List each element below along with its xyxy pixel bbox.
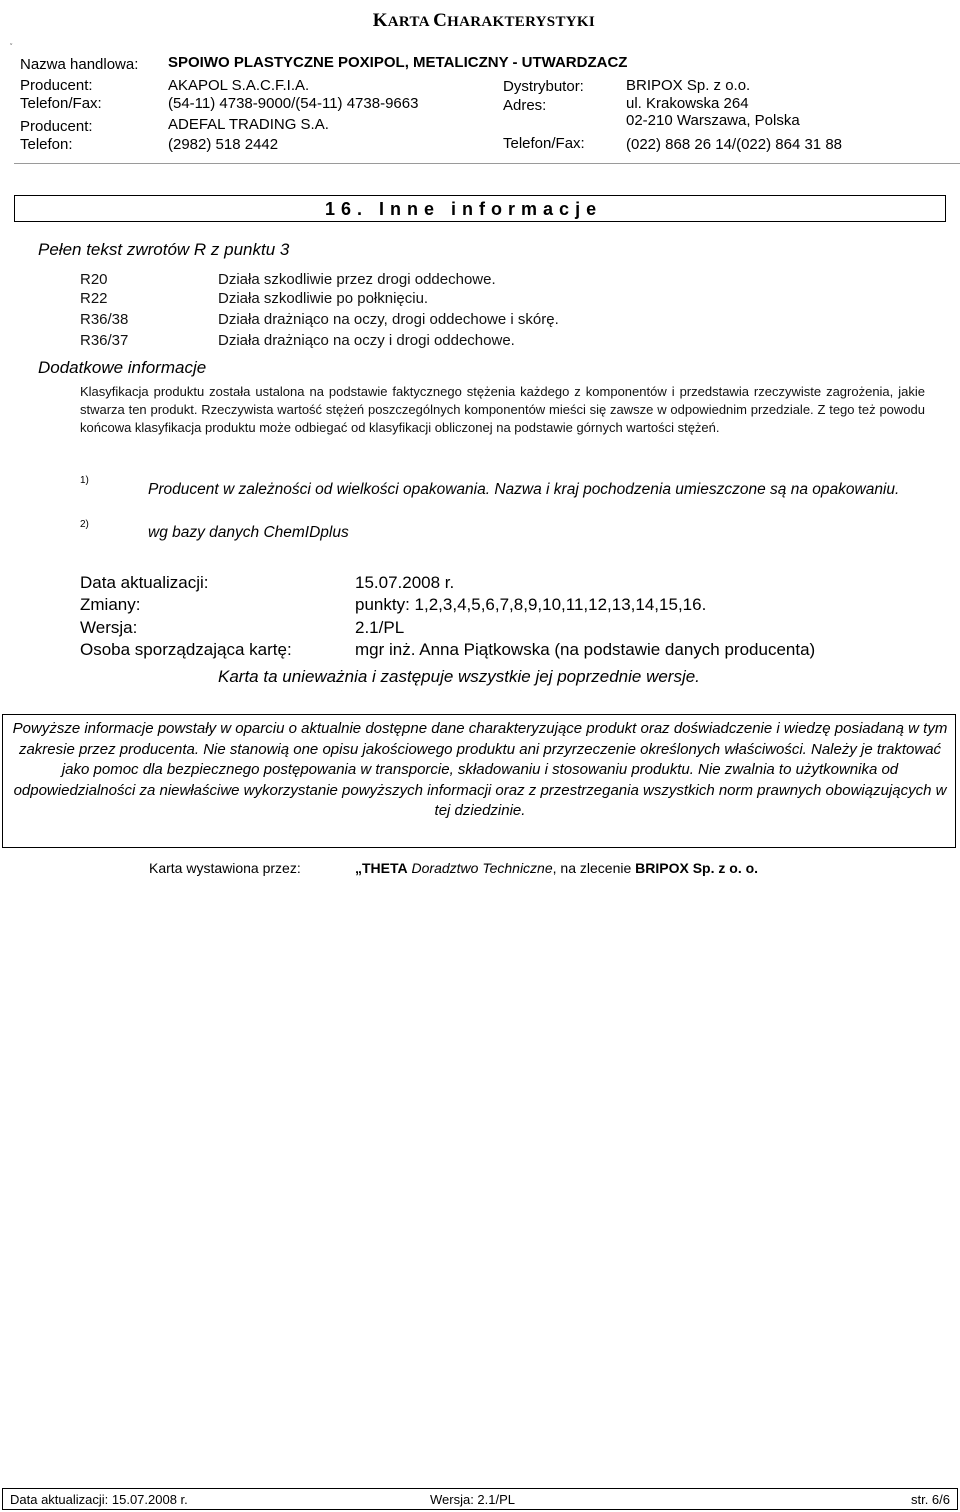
trade-name: SPOIWO PLASTYCZNE POXIPOL, METALICZNY - UTWARDZACZ bbox=[168, 54, 628, 71]
r-phrase-text: Działa szkodliwie przez drogi oddechowe. bbox=[218, 271, 496, 288]
r-phrases-heading: Pełen tekst zwrotów R z punktu 3 bbox=[38, 240, 290, 259]
section-number: 16. bbox=[325, 199, 369, 219]
footer-date: Data aktualizacji: 15.07.2008 r. bbox=[10, 1492, 188, 1507]
footer-version: Wersja: 2.1/PL bbox=[430, 1492, 516, 1507]
client-name: BRIPOX Sp. z o. o. bbox=[635, 860, 759, 876]
footnote-mark: 2) bbox=[80, 519, 89, 530]
stray-mark: ˇ bbox=[10, 44, 13, 51]
issuer-description: Doradztwo Techniczne bbox=[411, 860, 553, 876]
r-phrase-code: R22 bbox=[80, 290, 108, 307]
footnote-text: Producent w zależności od wielkości opakowania. Nazwa i kraj pochodzenia umieszczone są na opakowaniu. bbox=[148, 481, 900, 498]
phone-label: Telefon: bbox=[20, 136, 73, 153]
phone-fax-label: Telefon/Fax: bbox=[20, 95, 102, 112]
classification-paragraph: Klasyfikacja produktu została ustalona na podstawie faktycznego stężenia każdego z komponentów i przedstawia rzeczywiste zagrożenia, jakie stwarza ten produkt. Rzeczywista wartość stężeń poszczególnych komponentów mieści się zawsze w odpowiednim przedziale. Z tego też powodu końcowa klasyfikacja produktu może odbiegać od klasyfikacji obliczonej na podstawie górnych wartości stężeń. bbox=[80, 384, 925, 435]
version-value: 2.1/PL bbox=[355, 618, 405, 637]
update-date-label: Data aktualizacji: bbox=[80, 573, 209, 592]
address-line-2: 02-210 Warszawa, Polska bbox=[626, 112, 800, 129]
footnote-mark: 1) bbox=[80, 475, 89, 486]
order-text: , na zlecenie bbox=[552, 860, 632, 876]
header-divider bbox=[14, 163, 960, 164]
dist-phone-fax-label: Telefon/Fax: bbox=[503, 135, 585, 152]
phone: (2982) 518 2442 bbox=[168, 136, 279, 153]
update-date-value: 15.07.2008 r. bbox=[355, 573, 455, 592]
footer-page: str. 6/6 bbox=[910, 1492, 950, 1507]
phone-fax: (54-11) 4738-9000/(54-11) 4738-9663 bbox=[168, 95, 419, 112]
issued-by-value bbox=[355, 860, 758, 876]
address-label: Adres: bbox=[503, 97, 547, 114]
dist-phone-fax: (022) 868 26 14/(022) 864 31 88 bbox=[626, 136, 842, 153]
address-line-1: ul. Krakowska 264 bbox=[626, 95, 749, 112]
r-phrase-text: Działa drażniąco na oczy, drogi oddechowe i skórę. bbox=[218, 311, 559, 328]
distributor-name: BRIPOX Sp. z o.o. bbox=[626, 77, 751, 94]
document-title: KARTA CHARAKTERYSTYKI bbox=[372, 10, 595, 31]
r-phrase-text: Działa drażniąco na oczy i drogi oddechowe. bbox=[218, 332, 515, 349]
author-value: mgr inż. Anna Piątkowska (na podstawie danych producenta) bbox=[355, 640, 816, 659]
r-phrase-code: R20 bbox=[80, 271, 108, 288]
trade-name-label: Nazwa handlowa: bbox=[20, 56, 139, 73]
distributor-label: Dystrybutor: bbox=[503, 78, 584, 95]
changes-value: punkty: 1,2,3,4,5,6,7,8,9,10,11,12,13,14,15,16. bbox=[355, 595, 707, 614]
section-title bbox=[325, 199, 602, 220]
r-phrase-code: R36/37 bbox=[80, 332, 129, 349]
additional-info-heading: Dodatkowe informacje bbox=[38, 358, 207, 377]
producer2-name: ADEFAL TRADING S.A. bbox=[168, 116, 329, 133]
version-label: Wersja: bbox=[80, 618, 138, 637]
producer-name: AKAPOL S.A.C.F.I.A. bbox=[168, 77, 310, 94]
issuer-name: „THETA bbox=[355, 860, 408, 876]
producer2-label: Producent: bbox=[20, 118, 93, 135]
section-name: Inne informacje bbox=[379, 199, 603, 219]
footnote-text: wg bazy danych ChemIDplus bbox=[148, 524, 349, 541]
author-label: Osoba sporządzająca kartę: bbox=[80, 640, 292, 659]
issued-by-label: Karta wystawiona przez: bbox=[149, 860, 301, 876]
disclaimer-text: Powyższe informacje powstały w oparciu o aktualnie dostępne dane charakteryzujące produkt oraz doświadczenie i wiedzę posiadaną w tym zakresie przez producenta. Nie stanowią one opisu jakościowego produktu ani przyrzeczenie określonych właściwości. Należy je traktować jako pomoc dla bezpiecznego postępowania w transporcie, składowaniu i stosowaniu produktu. Nie zwalnia to użytkownika od odpowiedzialności za niewłaściwe wykorzystanie powyższych informacji oraz z przestrzegania wszystkich norm prawnych obowiązujących w tej dziedzinie. bbox=[12, 720, 948, 819]
replaces-note: Karta ta unieważnia i zastępuje wszystkie jej poprzednie wersje. bbox=[218, 667, 700, 686]
producer-label: Producent: bbox=[20, 77, 93, 94]
changes-label: Zmiany: bbox=[80, 595, 141, 614]
r-phrase-text: Działa szkodliwie po połknięciu. bbox=[218, 290, 429, 307]
r-phrase-code: R36/38 bbox=[80, 311, 129, 328]
